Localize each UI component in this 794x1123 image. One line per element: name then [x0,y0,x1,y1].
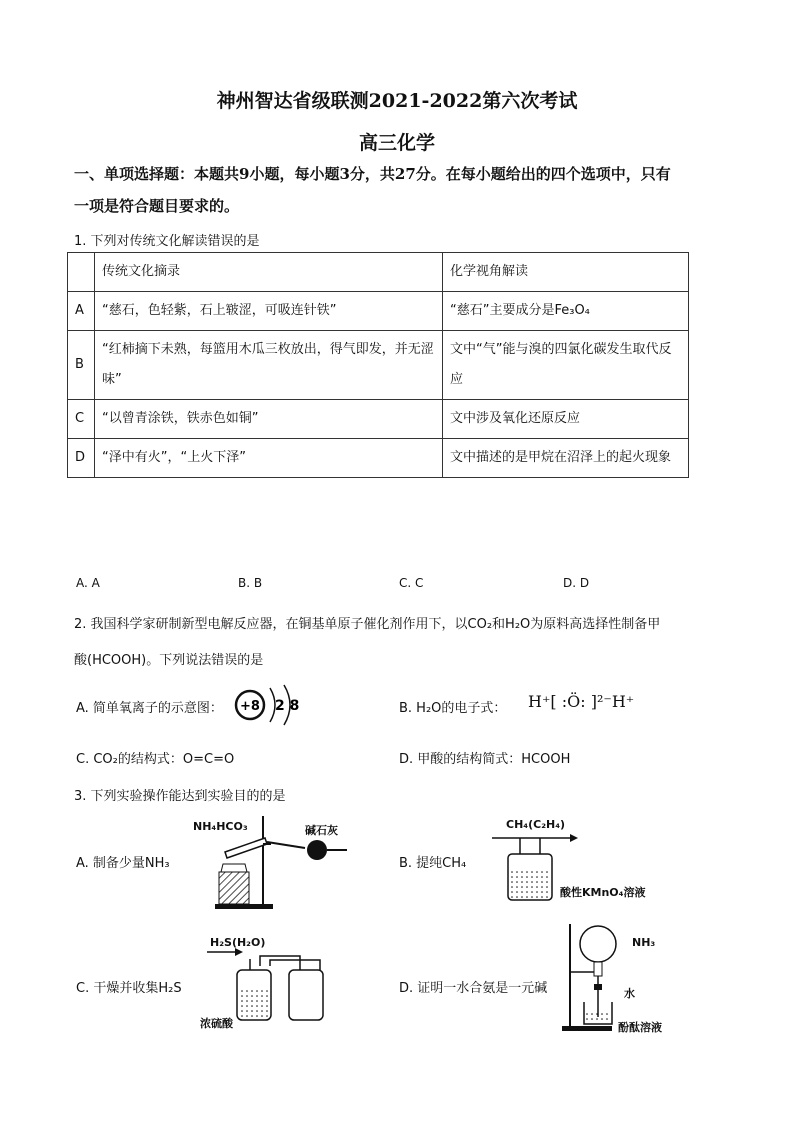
row-interp: 文中描述的是甲烷在沼泽上的起火现象 [443,439,689,478]
q3-option-d[interactable]: D. 证明一水合氨是一元碱 [399,981,548,996]
section-line-1: 一、单项选择题：本题共9小题，每小题3分，共27分。在每小题给出的四个选项中，只有 [74,165,671,183]
apparatus-label: 酚酞溶液 [618,1021,662,1034]
electron-shells: 2 8 [275,698,300,714]
water-electron-formula: H⁺[ :Ö: ]²⁻H⁺ [528,692,635,711]
row-text: “泽中有火”，“上火下泽” [95,439,443,478]
q2-option-a[interactable]: A. 简单氧离子的示意图： [76,701,223,716]
q2-option-c[interactable]: C. CO₂的结构式：O=C=O [76,752,235,767]
q1-table [67,252,689,478]
q3-stem: 3. 下列实验操作能达到实验目的的是 [74,789,286,804]
table-row [68,331,689,400]
ammonia-apparatus-diagram [205,814,350,914]
table-row [68,292,689,331]
row-interp: “慈石”主要成分是Fe₃O₄ [443,292,689,331]
q1-option-c[interactable]: C. C [399,576,424,590]
q2-option-d[interactable]: D. 甲酸的结构简式：HCOOH [399,752,571,767]
apparatus-label: 浓硫酸 [200,1017,233,1030]
q2-stem-line2: 酸(HCOOH)。下列说法错误的是 [74,653,264,668]
row-interp: 文中“气”能与溴的四氯化碳发生取代反应 [443,331,689,400]
section-line-2: 一项是符合题目要求的。 [74,197,240,215]
section-heading [74,158,734,222]
row-text: “红柿摘下未熟，每篮用木瓜三枚放出，得气即发，并无涩味” [95,331,443,400]
row-key: A [68,292,95,331]
table-header: 传统文化摘录 [95,253,443,292]
row-interp: 文中涉及氧化还原反应 [443,400,689,439]
apparatus-label: H₂S(H₂O) [210,936,266,949]
table-row [68,400,689,439]
q3-option-c[interactable]: C. 干燥并收集H₂S [76,981,182,996]
apparatus-label: 碱石灰 [305,824,338,837]
exam-subject: 高三化学 [358,132,435,154]
apparatus-label: NH₄HCO₃ [193,820,248,833]
row-text: “以曾青涂铁，铁赤色如铜” [95,400,443,439]
apparatus-label: 水 [624,987,635,1000]
q3-option-a[interactable]: A. 制备少量NH₃ [76,856,170,871]
oxide-ion-diagram [232,680,302,730]
table-header-row [68,253,689,292]
row-text: “慈石，色轻紫，石上皲涩，可吸连针铁” [95,292,443,331]
nucleus-charge: +8 [240,699,260,714]
exam-title: 神州智达省级联测2021-2022第六次考试 [216,90,578,112]
row-key: D [68,439,95,478]
q1-option-d[interactable]: D. D [563,576,590,590]
fountain-experiment-diagram [560,922,630,1034]
table-header: 化学视角解读 [443,253,689,292]
apparatus-label: 酸性KMnO₄溶液 [560,886,646,899]
q1-stem: 1. 下列对传统文化解读错误的是 [74,234,260,249]
q3-option-b[interactable]: B. 提纯CH₄ [399,856,467,871]
q1-option-a[interactable]: A. A [76,576,100,590]
row-key: C [68,400,95,439]
methane-purification-diagram [490,830,600,905]
apparatus-label: CH₄(C₂H₄) [506,818,566,831]
row-key: B [68,331,95,400]
apparatus-label: NH₃ [632,936,656,949]
q1-option-b[interactable]: B. B [238,576,263,590]
table-row [68,439,689,478]
q2-stem-line1: 2. 我国科学家研制新型电解反应器，在铜基单原子催化剂作用下，以CO₂和H₂O为原料高选择性制备甲 [74,617,661,632]
h2s-drying-diagram [205,944,340,1024]
q2-option-b[interactable]: B. H₂O的电子式： [399,701,507,716]
